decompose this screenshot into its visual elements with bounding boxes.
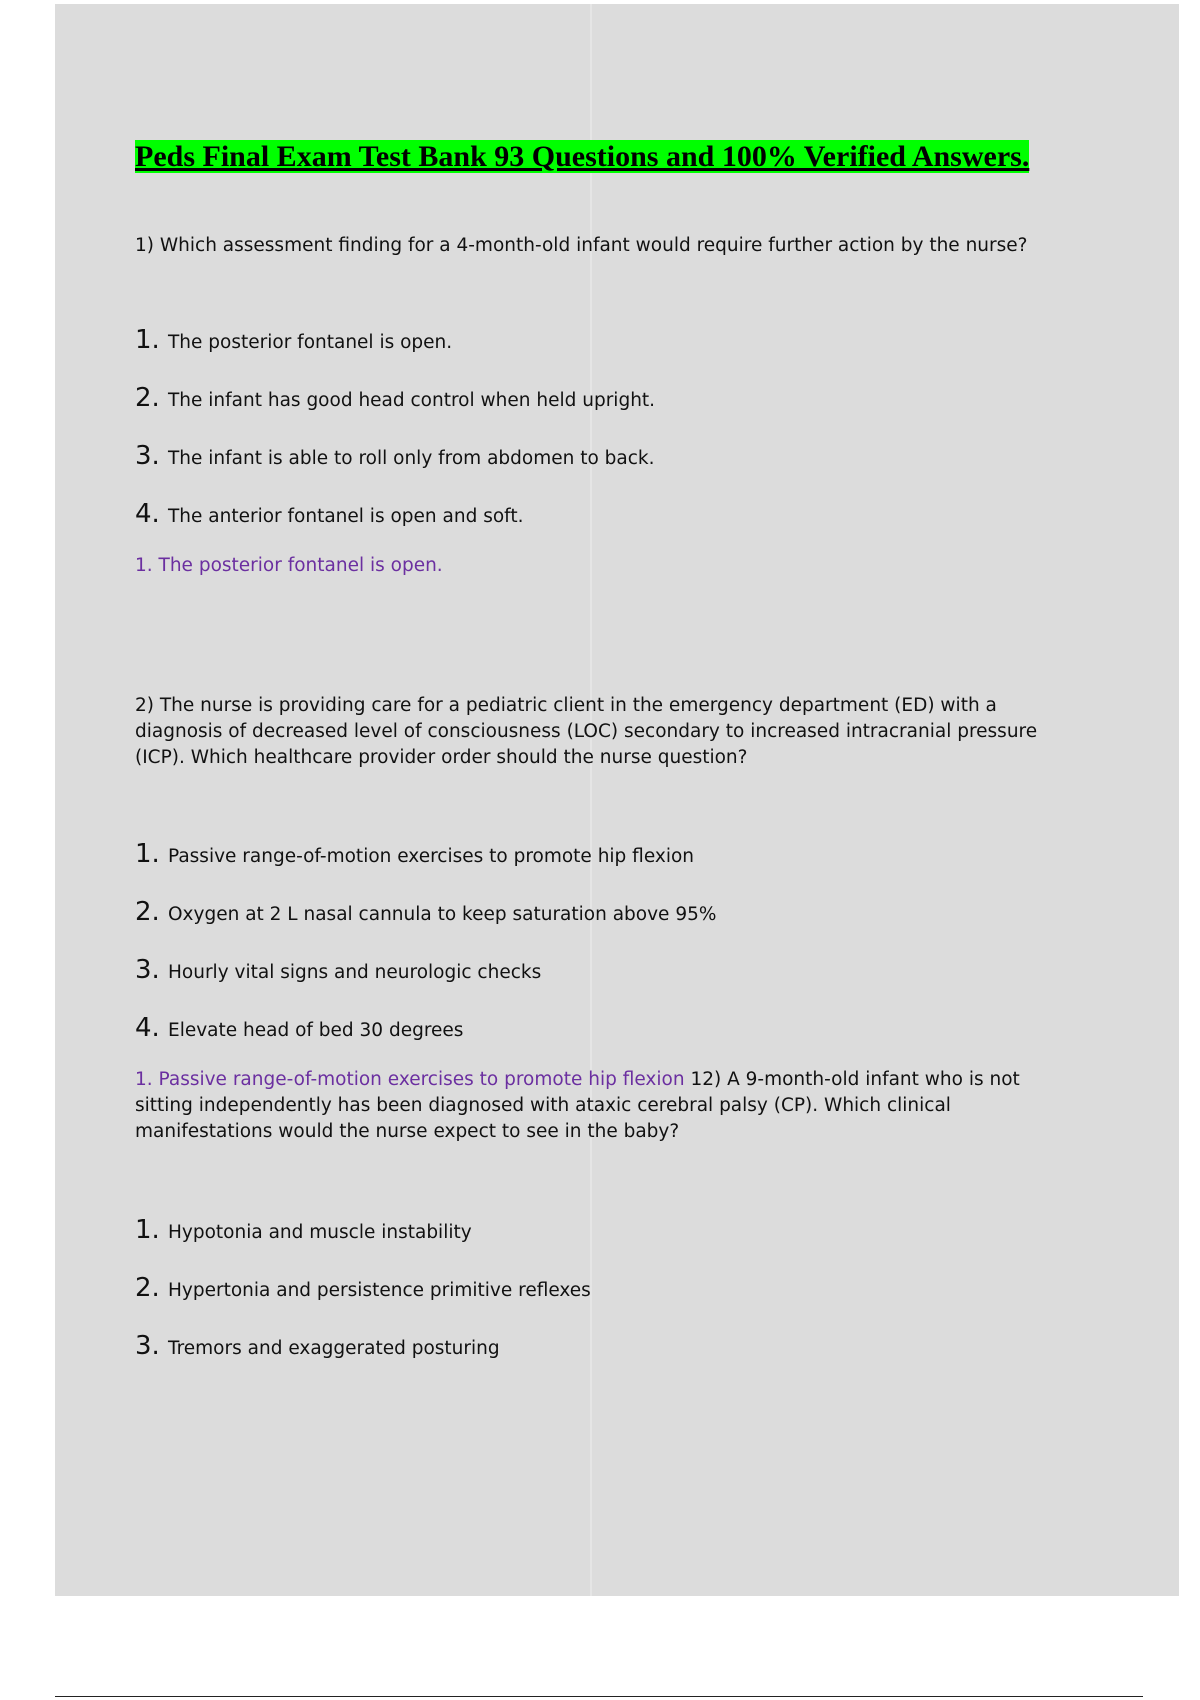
option-number: 1. [135, 1215, 160, 1245]
list-item [135, 955, 1055, 1013]
list-item [135, 1013, 1055, 1071]
list-item [135, 1273, 1055, 1331]
option-number: 3. [135, 1331, 160, 1361]
document-title [135, 138, 1055, 175]
option-text: Hourly vital signs and neurologic checks [168, 962, 542, 983]
option-number: 2. [135, 383, 160, 413]
question-1-answer: 1. The posterior fontanel is open. [135, 555, 443, 576]
option-number: 2. [135, 897, 160, 927]
option-text: Oxygen at 2 L nasal cannula to keep saturation above 95% [168, 904, 717, 925]
question-2-answer-and-question-12 [135, 1067, 1055, 1145]
bottom-divider [55, 1696, 1143, 1697]
title-highlight: Peds Final Exam Test Bank 93 Questions and 100% Verified Answers. [135, 140, 1030, 173]
option-number: 4. [135, 499, 160, 529]
option-text: Hypertonia and persistence primitive reflexes [168, 1280, 591, 1301]
option-text: Elevate head of bed 30 degrees [168, 1020, 464, 1041]
option-text: The anterior fontanel is open and soft. [168, 506, 524, 527]
list-item [135, 839, 1055, 897]
option-text: The infant has good head control when held upright. [168, 390, 656, 411]
option-text: Tremors and exaggerated posturing [168, 1338, 500, 1359]
question-2-answer: 1. Passive range-of-motion exercises to promote hip flexion [135, 1069, 685, 1090]
question-12-options [135, 1215, 1055, 1389]
question-1-options [135, 325, 1055, 557]
question-2-options [135, 839, 1055, 1071]
list-item [135, 325, 1055, 383]
option-text: Passive range-of-motion exercises to promote hip flexion [168, 846, 695, 867]
option-number: 1. [135, 325, 160, 355]
option-number: 3. [135, 441, 160, 471]
option-text: The posterior fontanel is open. [168, 332, 453, 353]
list-item [135, 383, 1055, 441]
question-2: 2) The nurse is providing care for a pediatric client in the emergency department (ED) with a diagnosis of decreased level of consciousness (LOC) secondary to increased intracranial pressure (ICP). Which healthcare provider order should the nurse question? [135, 695, 1038, 768]
list-item [135, 1215, 1055, 1273]
question-1: 1) Which assessment finding for a 4-month-old infant would require further action by the nurse? [135, 235, 1028, 256]
option-number: 1. [135, 839, 160, 869]
document-content [135, 138, 1055, 1389]
list-item [135, 897, 1055, 955]
list-item [135, 499, 1055, 557]
option-text: The infant is able to roll only from abdomen to back. [168, 448, 655, 469]
option-number: 2. [135, 1273, 160, 1303]
option-text: Hypotonia and muscle instability [168, 1222, 472, 1243]
option-number: 4. [135, 1013, 160, 1043]
list-item [135, 1331, 1055, 1389]
option-number: 3. [135, 955, 160, 985]
list-item [135, 441, 1055, 499]
question-12: 12) A 9-month-old infant who is not sitting independently has been diagnosed with ataxic cerebral palsy (CP). Which clinical manifestations would the nurse expect to see in the baby? [135, 1069, 1020, 1142]
